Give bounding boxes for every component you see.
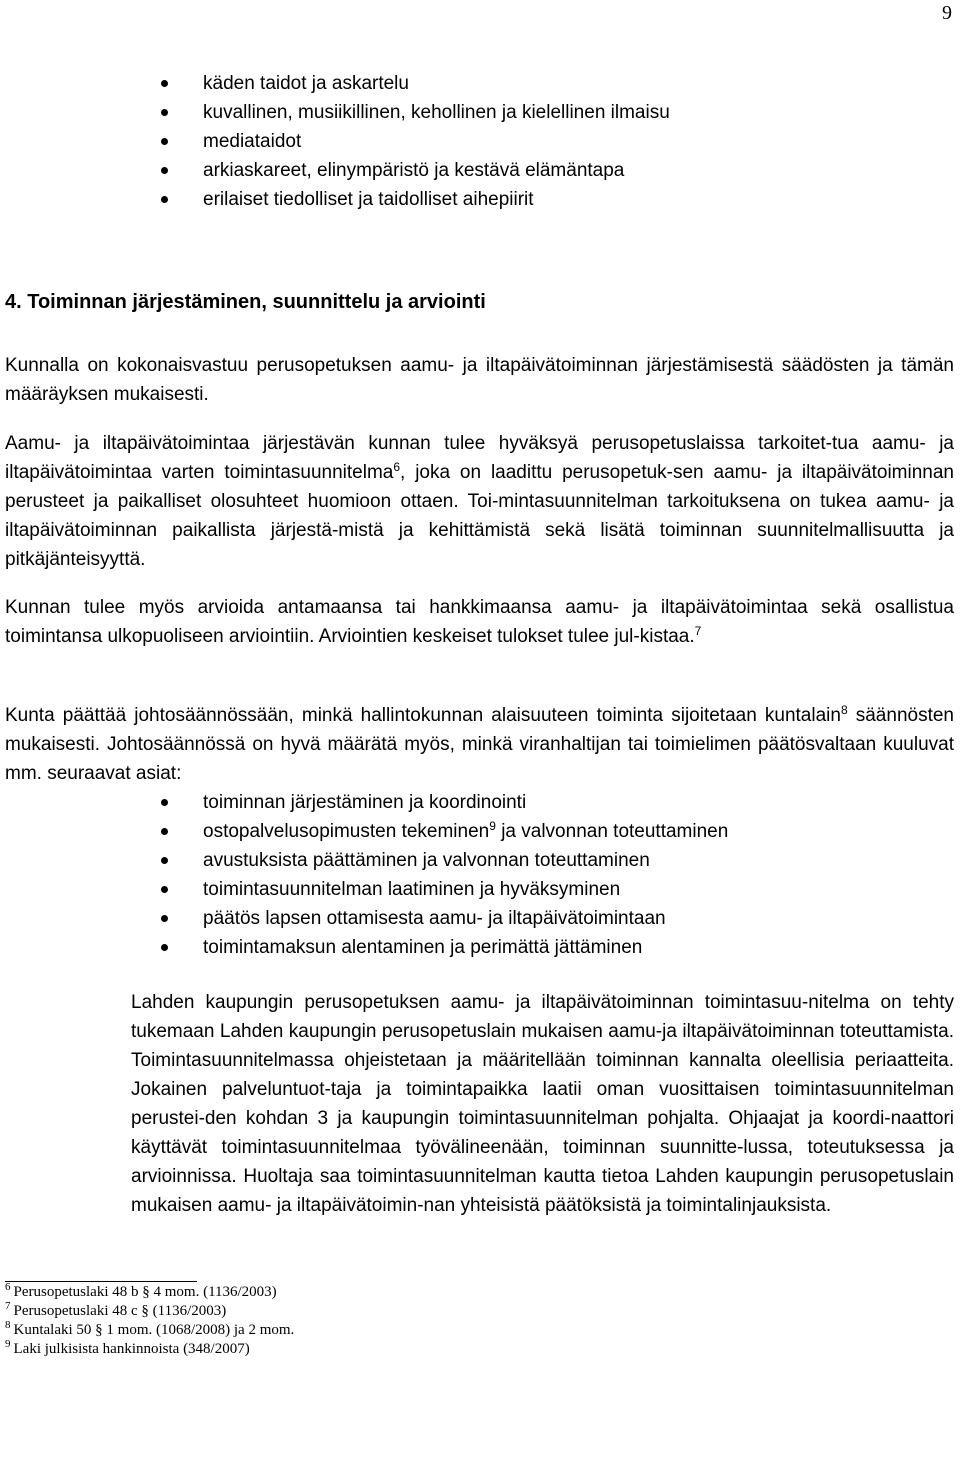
paragraph-lahti-plan: Lahden kaupungin perusopetuksen aamu- ja iltapäivätoiminnan toimintasuu-nitelma on tehty tukemaan Lahden kaupungin perusopetuslain mukaisen aamu-ja iltapäivätoiminnan toteuttamista. Toimintasuunnitelmassa ohjeistetaan ja määritellään toiminnan kannalta oleellisia periaatteita. Jokainen palveluntuot-taja ja toimintapaikka laatii oman vuosittaisen toimintasuunnitelman perustei-den kohdan 3 ja kaupungin toimintasuunnitelman pohjalta. Ohjaajat ja koordi-naattori käyttävät toimintasuunnitelmaa työvälineenään, toiminnan suunnitte-lussa, toteutuksessa ja arvioinnissa. Huoltaja saa toimintasuunnitelman kautta tietoa Lahden kaupungin perusopetuslain mukaisen aamu- ja iltapäivätoimin-nan yhteisistä päätöksistä ja toimintalinjauksista. xyxy=(131,992,954,1216)
bullet-icon xyxy=(161,799,168,806)
paragraph-evaluation: Kunnan tulee myös arvioida antamaansa tai hankkimaansa aamu- ja iltapäivätoimintaa sekä osallistua toimintansa ulkopuoliseen arviointiin. Arviointien keskeiset tulokset tulee jul-kistaa.$^7$ xyxy=(5,597,954,647)
list-item: arkiaskareet, elinympäristö ja kestävä elämäntapa xyxy=(152,156,670,185)
footnote: $^8$ Kuntalaki 50 § 1 mom. (1068/2008) ja 2 mom. xyxy=(5,1319,295,1338)
list-item: erilaiset tiedolliset ja taidolliset aihepiirit xyxy=(152,185,670,214)
bullet-icon xyxy=(161,80,168,87)
bullet-icon xyxy=(161,857,168,864)
footnote: $^7$ Perusopetuslaki 48 c § (1136/2003) xyxy=(5,1300,227,1319)
bullet-icon xyxy=(161,886,168,893)
list-item: päätös lapsen ottamisesta aamu- ja iltapäivätoimintaan xyxy=(152,904,728,933)
paragraph-bylaws: Kunta päättää johtosäännössään, minkä hallintokunnan alaisuuteen toiminta sijoitetaan kuntalain$^8$ säännösten mukaisesti. Johtosäännössä on hyvä määrätä myös, minkä viranhaltijan tai toimielimen päätösvaltaan kuuluvat mm. seuraavat asiat: xyxy=(5,703,954,784)
duties-bullet-list xyxy=(152,788,728,962)
list-item: kuvallinen, musiikillinen, kehollinen ja kielellinen ilmaisu xyxy=(152,98,670,127)
top-bullet-list xyxy=(152,69,670,214)
footnotes xyxy=(5,1283,294,1359)
footnote: $^6$ Perusopetuslaki 48 b § 4 mom. (1136/2003) xyxy=(5,1281,277,1300)
bullet-icon xyxy=(161,196,168,203)
list-item: käden taidot ja askartelu xyxy=(152,69,670,98)
list-item: toimintamaksun alentaminen ja perimättä jättäminen xyxy=(152,933,728,962)
bullet-icon xyxy=(161,138,168,145)
list-item: avustuksista päättäminen ja valvonnan toteuttaminen xyxy=(152,846,728,875)
footnote-ref: 8 xyxy=(840,703,848,717)
list-item: toiminnan järjestäminen ja koordinointi xyxy=(152,788,728,817)
footnote: $^9$ Laki julkisista hankinnoista (348/2007) xyxy=(5,1338,250,1357)
footnote-ref: 7 xyxy=(694,624,702,638)
footnote-divider xyxy=(5,1281,197,1282)
page-number: 9 xyxy=(942,2,952,24)
list-item: mediataidot xyxy=(152,127,670,156)
bullet-icon xyxy=(161,167,168,174)
footnote-ref: 9 xyxy=(489,819,496,833)
paragraph-responsibility: Kunnalla on kokonaisvastuu perusopetuksen aamu- ja iltapäivätoiminnan järjestämisestä säädösten ja tämän määräyksen mukaisesti. xyxy=(5,355,954,405)
paragraph-action-plan: Aamu- ja iltapäivätoimintaa järjestävän kunnan tulee hyväksyä perusopetuslaissa tarkoitet-tua aamu- ja iltapäivätoimintaa varten toimintasuunnitelma$^6$, joka on laadittu perusopetuk-sen aamu- ja iltapäivätoiminnan perusteet ja paikalliset olosuhteet huomioon ottaen. Toi-mintasuunnitelman tarkoituksena on tukea aamu- ja iltapäivätoiminnan paikallista järjestä-mistä ja kehittämistä sekä lisätä toiminnan suunnitelmallisuutta ja pitkäjänteisyyttä. xyxy=(5,433,954,570)
list-item: toimintasuunnitelman laatiminen ja hyväksyminen xyxy=(152,875,728,904)
footnote-ref: 6 xyxy=(393,460,401,474)
bullet-icon xyxy=(161,915,168,922)
section-heading: 4. Toiminnan järjestäminen, suunnittelu ja arviointi xyxy=(5,291,486,313)
bullet-icon xyxy=(161,109,168,116)
list-item: ostopalvelusopimusten tekeminen$^9$ ja valvonnan toteuttaminen xyxy=(152,817,728,846)
bullet-icon xyxy=(161,828,168,835)
bullet-icon xyxy=(161,944,168,951)
